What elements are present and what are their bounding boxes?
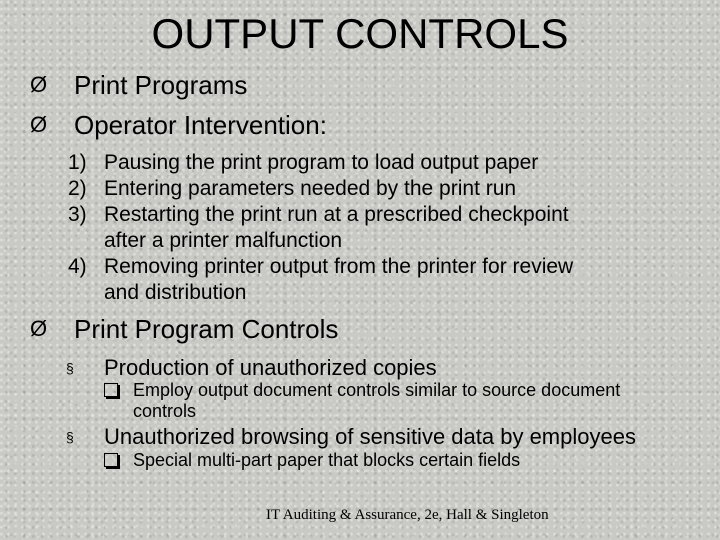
item-text-continued: and distribution [104,281,247,304]
square-bullet-icon: § [66,429,74,445]
sub-item-unauthorized-browsing [0,424,720,450]
item-text: Pausing the print program to load output paper [104,151,539,174]
bullet-text: Print Programs [74,70,248,100]
bullet-item-print-programs [0,70,720,100]
sub-point-output-controls [0,380,720,422]
arrow-bullet-icon: Ø [30,112,48,137]
sub-point-multipart-paper [0,450,720,471]
sub-point-text-continued: controls [133,401,197,421]
item-number: 2) [68,177,87,200]
arrow-bullet-icon: Ø [30,316,48,341]
checkbox-bullet-icon [104,453,118,467]
item-text: Restarting the print run at a prescribed checkpoint [104,203,569,226]
bullet-item-print-program-controls [0,314,720,344]
bullet-item-operator-intervention [0,110,720,140]
sub-item-text: Production of unauthorized copies [104,355,437,380]
sub-point-text: Special multi-part paper that blocks certain fields [133,450,521,470]
numbered-item-4 [0,254,720,306]
arrow-bullet-icon: Ø [30,72,48,97]
sub-point-text: Employ output document controls similar to source document [133,380,621,400]
numbered-item-3 [0,202,720,254]
numbered-item-2 [0,176,720,202]
item-text: Entering parameters needed by the print run [104,177,517,200]
item-number: 4) [68,255,87,278]
item-number: 1) [68,151,87,174]
checkbox-bullet-icon [104,383,118,397]
sub-item-text: Unauthorized browsing of sensitive data by employees [104,424,636,449]
item-number: 3) [68,203,87,226]
slide-title: OUTPUT CONTROLS [151,10,569,57]
item-text: Removing printer output from the printer for review [104,255,574,278]
square-bullet-icon: § [66,360,74,376]
item-text-continued: after a printer malfunction [104,229,343,252]
slide-footer: IT Auditing & Assurance, 2e, Hall & Singleton [266,507,549,523]
bullet-text: Operator Intervention: [74,110,327,140]
bullet-text: Print Program Controls [74,314,339,344]
numbered-item-1 [0,150,720,176]
sub-item-unauthorized-copies [0,355,720,381]
